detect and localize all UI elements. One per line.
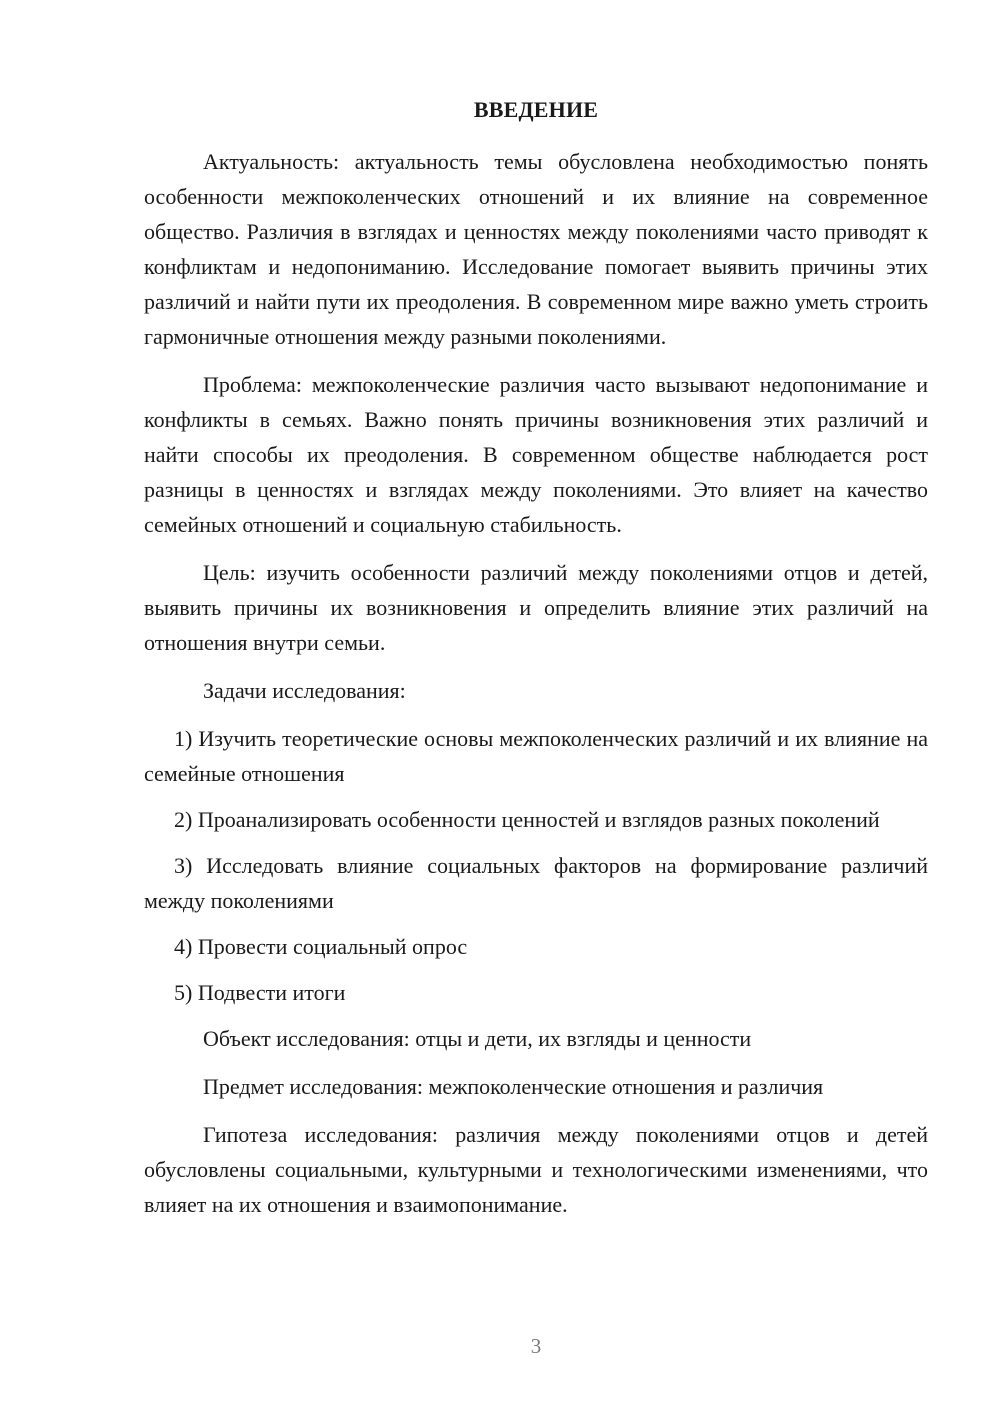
problem-paragraph: Проблема: межпоколенческие различия часто вызывают недопонимание и конфликты в семьях. Важно понять причины возникновения этих различий и найти способы их преодоления. В современном обществе наблюдается рост разницы в ценностях и взглядах между поколениями. Это влияет на качество семейных отношений и социальную стабильность.	[144, 372, 928, 537]
tasks-heading: Задачи исследования:	[203, 678, 406, 703]
task-item: 4) Провести социальный опрос	[174, 934, 468, 959]
section-title: ВВЕДЕНИЕ	[473, 97, 599, 122]
relevance-paragraph: Актуальность: актуальность темы обусловлена необходимостью понять особенности межпоколенческих отношений и их влияние на современное общество. Различия в взглядах и ценностях между поколениями часто приводят к конфликтам и недопониманию. Исследование помогает выявить причины этих различий и найти пути их преодоления. В современном мире важно уметь строить гармоничные отношения между разными поколениями.	[144, 149, 928, 349]
task-item: 1) Изучить теоретические основы межпоколенческих различий и их влияние на семейные отношения	[144, 726, 928, 786]
page-number: 3	[530, 1334, 542, 1358]
subject-paragraph: Предмет исследования: межпоколенческие отношения и различия	[203, 1074, 824, 1099]
page-content	[144, 95, 928, 1235]
hypothesis-paragraph: Гипотеза исследования: различия между поколениями отцов и детей обусловлены социальными, культурными и технологическими изменениями, что влияет на их отношения и взаимопонимание.	[144, 1122, 928, 1217]
object-paragraph: Объект исследования: отцы и дети, их взгляды и ценности	[203, 1026, 752, 1051]
goal-paragraph: Цель: изучить особенности различий между поколениями отцов и детей, выявить причины их возникновения и определить влияние этих различий на отношения внутри семьи.	[144, 560, 928, 655]
task-item: 3) Исследовать влияние социальных факторов на формирование различий между поколениями	[144, 853, 928, 913]
task-item: 2) Проанализировать особенности ценностей и взглядов разных поколений	[174, 807, 880, 832]
task-item: 5) Подвести итоги	[174, 980, 346, 1005]
